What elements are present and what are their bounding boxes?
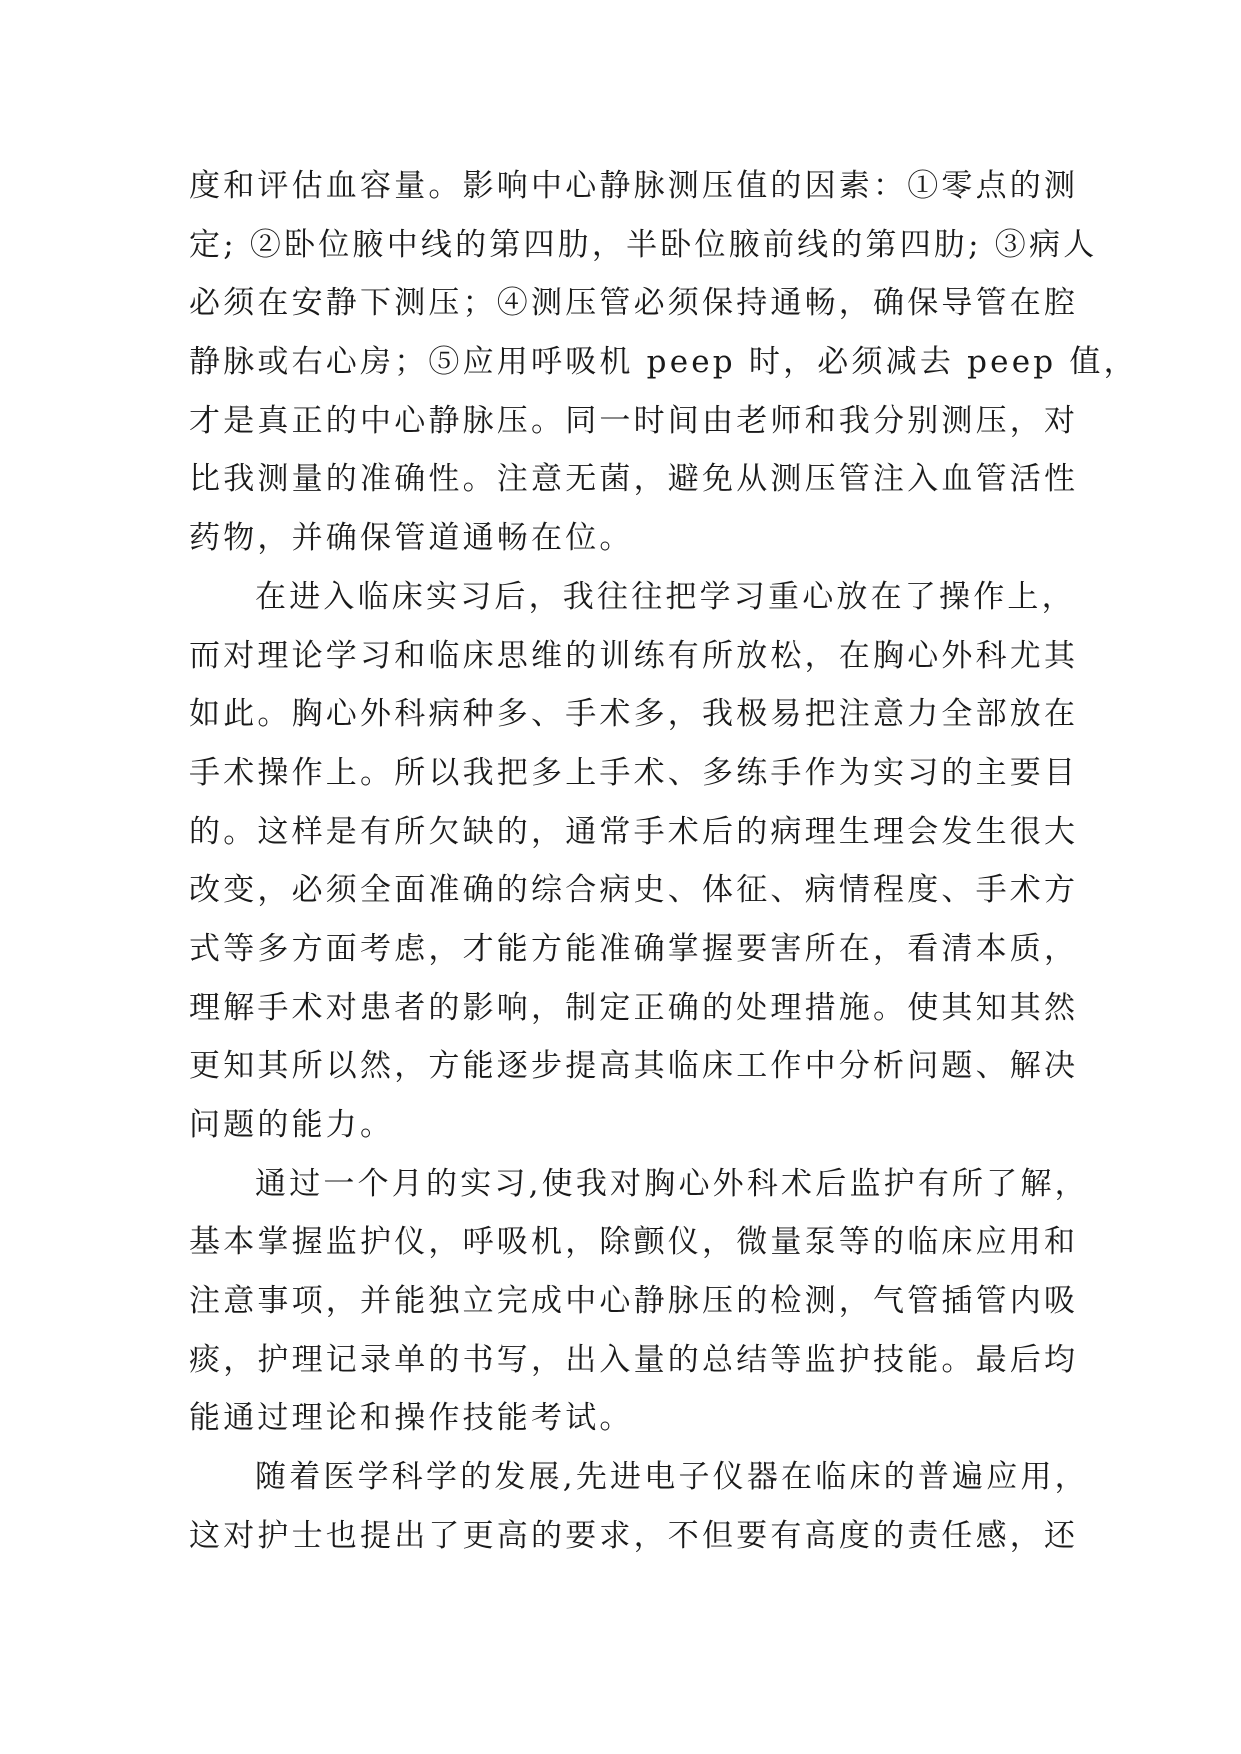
paragraph-1-line-3: 必须在安静下测压；④测压管必须保持通畅，确保导管在腔 [189, 285, 1079, 322]
paragraph-4-line-2: 这对护士也提出了更高的要求，不但要有高度的责任感，还 [189, 1517, 1079, 1554]
paragraph-3-line-1: 通过一个月的实习,使我对胸心外科术后监护有所了解， [255, 1165, 1089, 1202]
paragraph-1-line-1: 度和评估血容量。影响中心静脉测压值的因素：①零点的测 [189, 168, 1079, 204]
paragraph-1-line-7: 药物，并确保管道通畅在位。 [189, 520, 634, 557]
paragraph-2-line-10: 问题的能力。 [189, 1107, 395, 1143]
paragraph-3-line-3: 注意事项，并能独立完成中心静脉压的检测，气管插管内吸 [189, 1283, 1079, 1320]
paragraph-1-line-6: 比我测量的准确性。注意无菌，避免从测压管注入血管活性 [189, 461, 1079, 498]
paragraph-3-line-4: 痰，护理记录单的书写，出入量的总结等监护技能。最后均 [189, 1341, 1079, 1378]
paragraph-3-line-2: 基本掌握监护仪，呼吸机，除颤仪，微量泵等的临床应用和 [189, 1224, 1079, 1261]
paragraph-2-line-6: 改变，必须全面准确的综合病史、体征、病情程度、手术方 [189, 872, 1079, 909]
paragraph-4-line-1: 随着医学科学的发展,先进电子仪器在临床的普遍应用， [255, 1459, 1089, 1496]
paragraph-3-line-5: 能通过理论和操作技能考试。 [189, 1400, 634, 1437]
paragraph-2-line-5: 的。这样是有所欠缺的，通常手术后的病理生理会发生很大 [189, 813, 1079, 850]
document-body [189, 157, 1138, 1566]
paragraph-2-line-3: 如此。胸心外科病种多、手术多，我极易把注意力全部放在 [189, 696, 1079, 733]
paragraph-1-line-4: 静脉或右心房；⑤应用呼吸机 peep 时，必须减去 peep 值， [189, 344, 1138, 381]
paragraph-2-line-1: 在进入临床实习后，我往往把学习重心放在了操作上， [255, 578, 1076, 615]
paragraph-2-line-9: 更知其所以然，方能逐步提高其临床工作中分析问题、解决 [189, 1048, 1079, 1085]
paragraph-2-line-7: 式等多方面考虑，才能方能准确掌握要害所在，看清本质， [189, 930, 1079, 967]
paragraph-2-line-4: 手术操作上。所以我把多上手术、多练手作为实习的主要目 [189, 754, 1079, 791]
paragraph-2-line-2: 而对理论学习和临床思维的训练有所放松，在胸心外科尤其 [189, 637, 1079, 674]
paragraph-2-line-8: 理解手术对患者的影响，制定正确的处理措施。使其知其然 [189, 989, 1079, 1026]
paragraph-1-line-5: 才是真正的中心静脉压。同一时间由老师和我分别测压，对 [189, 402, 1079, 439]
paragraph-1-line-2: 定; ②卧位腋中线的第四肋，半卧位腋前线的第四肋; ③病人 [189, 226, 1098, 263]
